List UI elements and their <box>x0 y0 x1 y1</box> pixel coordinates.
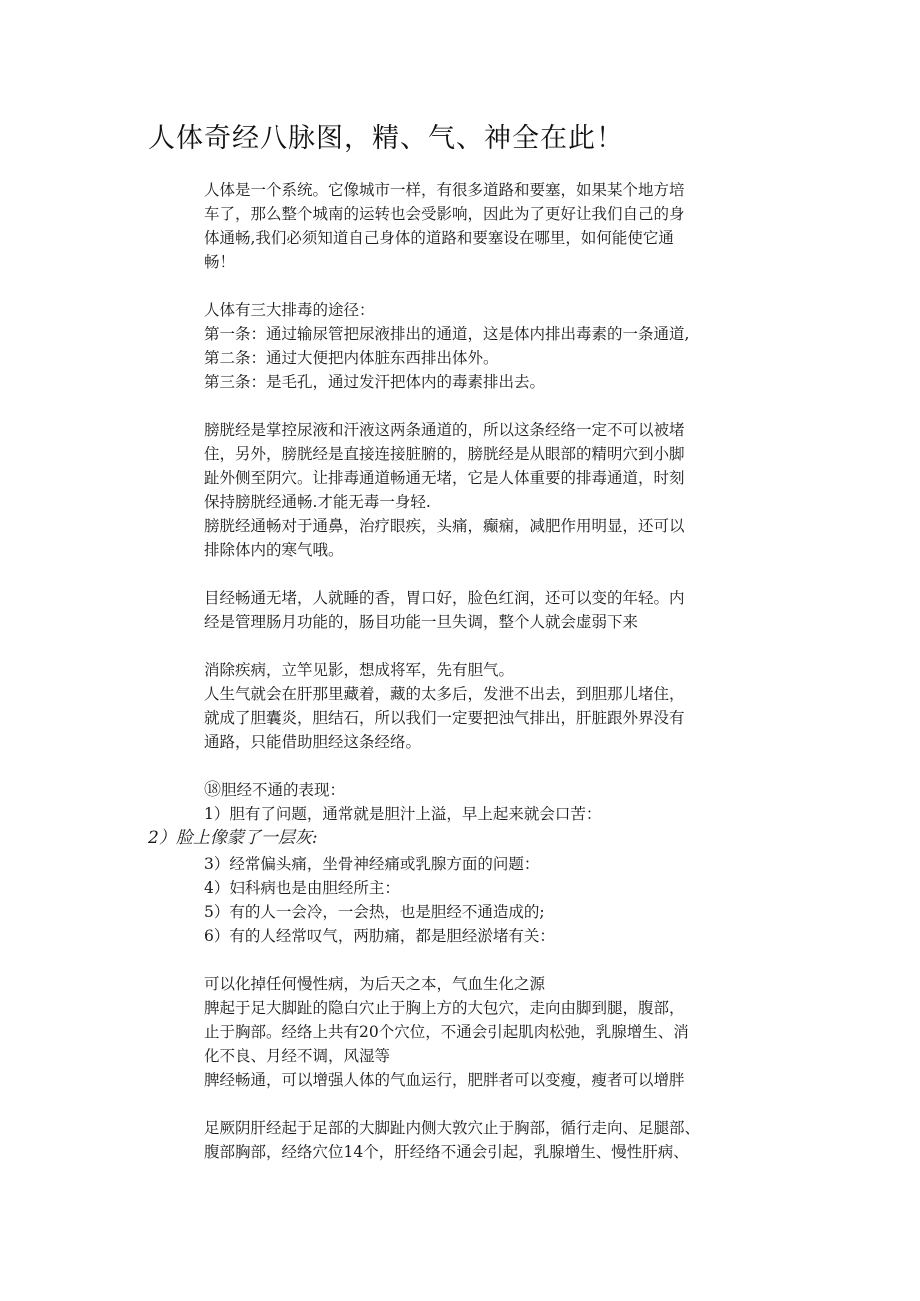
text-line: 脾经畅通，可以增强人体的气血运行，肥胖者可以变瘦，瘦者可以增胖 <box>204 1071 685 1089</box>
text-line: 通路，只能借助胆经这条经络。 <box>204 733 422 751</box>
list-item: 6）有的人经常叹气，两肋痛，都是胆经淤堵有关： <box>204 927 555 945</box>
text-line: 止于胸部。经络上共有20个穴位，不通会引起肌肉松弛，乳腺增生、消 <box>204 1023 689 1041</box>
text-line: 人生气就会在肝那里藏着，藏的太多后，发泄不出去，到胆那儿堵住， <box>204 685 685 703</box>
list-item: 第一条：通过输尿管把尿液排出的通道，这是体内排出毒素的一条通道, <box>204 325 690 343</box>
section-heading <box>204 778 744 802</box>
text-line: 可以化掉任何慢性病，为后天之本，气血生化之源 <box>204 975 546 993</box>
text-line: 目经畅通无堵，人就睡的香，胃口好，脸色红润，还可以变的年轻。内 <box>204 589 685 607</box>
text-line: 膀胱经通畅对于通鼻，治疗眼疾，头痛，癫痫，减肥作用明显，还可以 <box>204 517 685 535</box>
text-line: 化不良、月经不调，风湿等 <box>204 1047 391 1065</box>
text-line: 膀胱经是掌控尿液和汗液这两条通道的，所以这条经络一定不可以被堵 <box>204 421 685 439</box>
text-line: 经是管理肠月功能的，肠目功能一旦失调，整个人就会虚弱下来 <box>204 613 639 631</box>
text-line: 趾外侧至阴穴。让排毒通道畅通无堵，它是人体重要的排毒通道，时刻 <box>204 469 685 487</box>
section-heading-text: 胆经不通的表现： <box>221 781 346 799</box>
list-item: 5）有的人一会冷，一会热，也是胆经不通造成的; <box>204 903 545 921</box>
stomach-meridian-paragraph <box>204 586 744 634</box>
text-line: 人体是一个系统。它像城市一样，有很多道路和要塞，如果某个地方培 <box>204 181 685 199</box>
list-item-italic: 2）脸上像蒙了一层灰: <box>148 828 318 848</box>
text-line: 就成了胆囊炎，胆结石，所以我们一定要把浊气排出，肝脏跟外界没有 <box>204 709 685 727</box>
list-item: 1）胆有了问题，通常就是胆汁上溢，早上起来就会口苦： <box>204 805 602 823</box>
section-heading: 人体有三大排毒的途径： <box>204 301 375 319</box>
list-item: 第二条：通过大便把内体脏东西排出体外。 <box>204 349 499 367</box>
text-line: 体通畅,我们必须知道自己身体的道路和要塞设在哪里，如何能使它通 <box>204 229 674 247</box>
liver-meridian-paragraph <box>204 1116 744 1164</box>
gallbladder-meridian-paragraph <box>204 658 744 754</box>
text-line: 脾起于足大脚趾的隐白穴止于胸上方的大包穴，走向由脚到腿，腹部， <box>204 999 685 1017</box>
text-line: 畅！ <box>204 253 236 271</box>
list-item: 3）经常偏头痛，坐骨神经痛或乳腺方面的问题： <box>204 855 540 873</box>
text-line: 排除体内的寒气哦。 <box>204 541 344 559</box>
text-line: 保持膀胱经通畅.才能无毒一身轻. <box>204 493 431 511</box>
circled-number-marker: ⑱ <box>204 780 221 800</box>
page-title: 人体奇经八脉图，精、气、神全在此！ <box>148 123 624 154</box>
detox-paths-section <box>204 298 744 394</box>
gallbladder-symptoms-section <box>148 778 744 948</box>
text-line: 住，另外，膀胱经是直接连接脏腑的，膀胱经是从眼部的精明穴到小脚 <box>204 445 685 463</box>
list-item: 4）妇科病也是由胆经所主： <box>204 879 400 897</box>
list-item: 第三条：是毛孔，通过发汗把体内的毒素排出去。 <box>204 373 546 391</box>
text-line: 腹部胸部，经络穴位14个，肝经络不通会引起，乳腺增生、慢性肝病、 <box>204 1143 689 1161</box>
text-line: 车了，那么整个城南的运转也会受影响，因此为了更好让我们自己的身 <box>204 205 685 223</box>
text-line: 足厥阴肝经起于足部的大脚趾内侧大敦穴止于胸部，循行走向、足腿部、 <box>204 1119 701 1137</box>
text-line: 消除疾病，立竿见影，想成将军，先有胆气。 <box>204 661 515 679</box>
intro-paragraph <box>204 178 744 274</box>
spleen-meridian-paragraph <box>204 972 744 1092</box>
article-body <box>148 178 744 1164</box>
bladder-meridian-paragraph <box>204 418 744 562</box>
